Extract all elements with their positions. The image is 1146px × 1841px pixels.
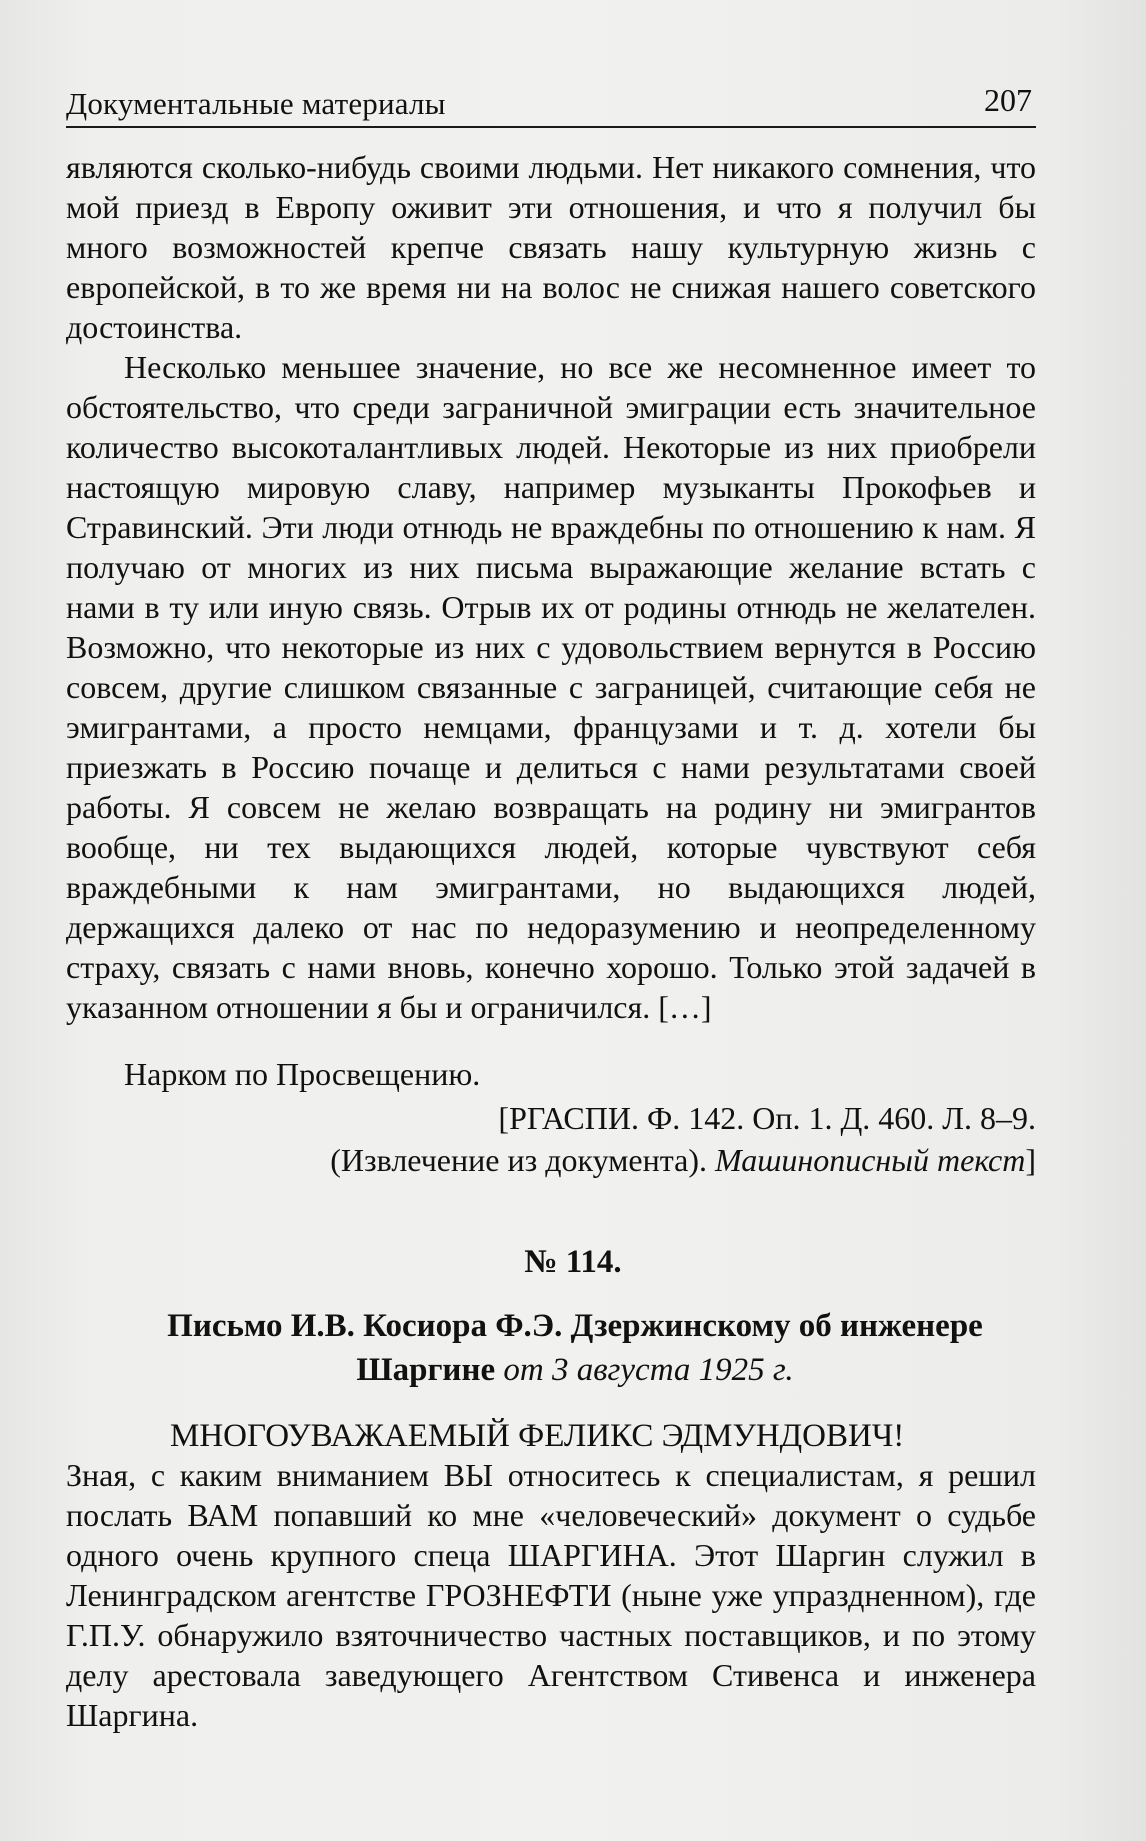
archive-ref-line: [РГАСПИ. Ф. 142. Оп. 1. Д. 460. Л. 8–9. (498, 1100, 1036, 1136)
archive-note-plain: (Извлечение из документа). (330, 1142, 707, 1178)
document-title (110, 1304, 1040, 1392)
document-title-main: Письмо И.В. Косиора Ф.Э. Дзержинскому об инженере Шаргине (167, 1308, 983, 1388)
body-text (66, 147, 1036, 1027)
archive-note-line (216, 1139, 1036, 1181)
paragraph-continued: являются сколько-нибудь своими людьми. Нет никакого сомнения, что мой приезд в Европу оживит эти отношения, и что я получил бы много возможностей крепче связать нашу культурную жизнь с европейской, в то же время ни на волос не снижая нашего советского достоинства. (66, 149, 1036, 345)
archive-reference (216, 1097, 1036, 1181)
document-title-date: от 3 августа 1925 г. (503, 1352, 794, 1388)
page-number: 207 (984, 82, 1032, 118)
header-divider (66, 126, 1036, 128)
running-title: Документальные материалы (66, 86, 446, 121)
document-number: № 114. (524, 1244, 622, 1280)
letter-body: Зная, с каким вниманием ВЫ относитесь к специалистам, я решил послать ВАМ попавший ко мне «человеческий» документ о судьбе одного очень крупного спеца ШАРГИНА. Этот Шаргин служил в Ленинградском агентстве ГРОЗНЕФТИ (ныне уже упраздненном), где Г.П.У. обнаружило взяточничество частных поставщиков, и по этому делу арестовала заведующего Агентством Стивенса и инженера Шаргина. (66, 1457, 1036, 1733)
letter-salutation: МНОГОУВАЖАЕМЫЙ ФЕЛИКС ЭДМУНДОВИЧ! (170, 1418, 905, 1454)
archive-note-close: ] (1025, 1142, 1036, 1178)
paragraph-emigration: Несколько меньшее значение, но все же несомненное имеет то обстоятельство, что среди заграничной эмиграции есть значительное количество высокоталантливых людей. Некоторые из них приобрели настоящую мировую славу, например музыканты Прокофьев и Стравинский. Эти люди отнюдь не враждебны по отношению к нам. Я получаю от многих из них письма выражающие желание встать с нами в ту или иную связь. Отрыв их от родины отнюдь не желателен. Возможно, что некоторые из них с удовольствием вернутся в Россию совсем, другие слишком связанные с заграницей, считающие себя не эмигрантами, а просто немцами, французами и т. д. хотели бы приезжать в Россию почаще и делиться с нами результатами своей работы. Я совсем не желаю возвращать на родину ни эмигрантов вообще, ни тех выдающихся людей, которые чувствуют себя враждебными к нам эмигрантами, но выдающихся людей, держащихся далеко от нас по недоразумению и неопределенному страху, связать с нами вновь, конечно хорошо. Только этой задачей в указанном отношении я бы и ограничился. […] (66, 349, 1036, 1025)
archive-note-italic: Машинописный текст (714, 1142, 1026, 1178)
signature-line: Нарком по Просвещению. (124, 1056, 481, 1092)
running-head (66, 82, 1046, 126)
